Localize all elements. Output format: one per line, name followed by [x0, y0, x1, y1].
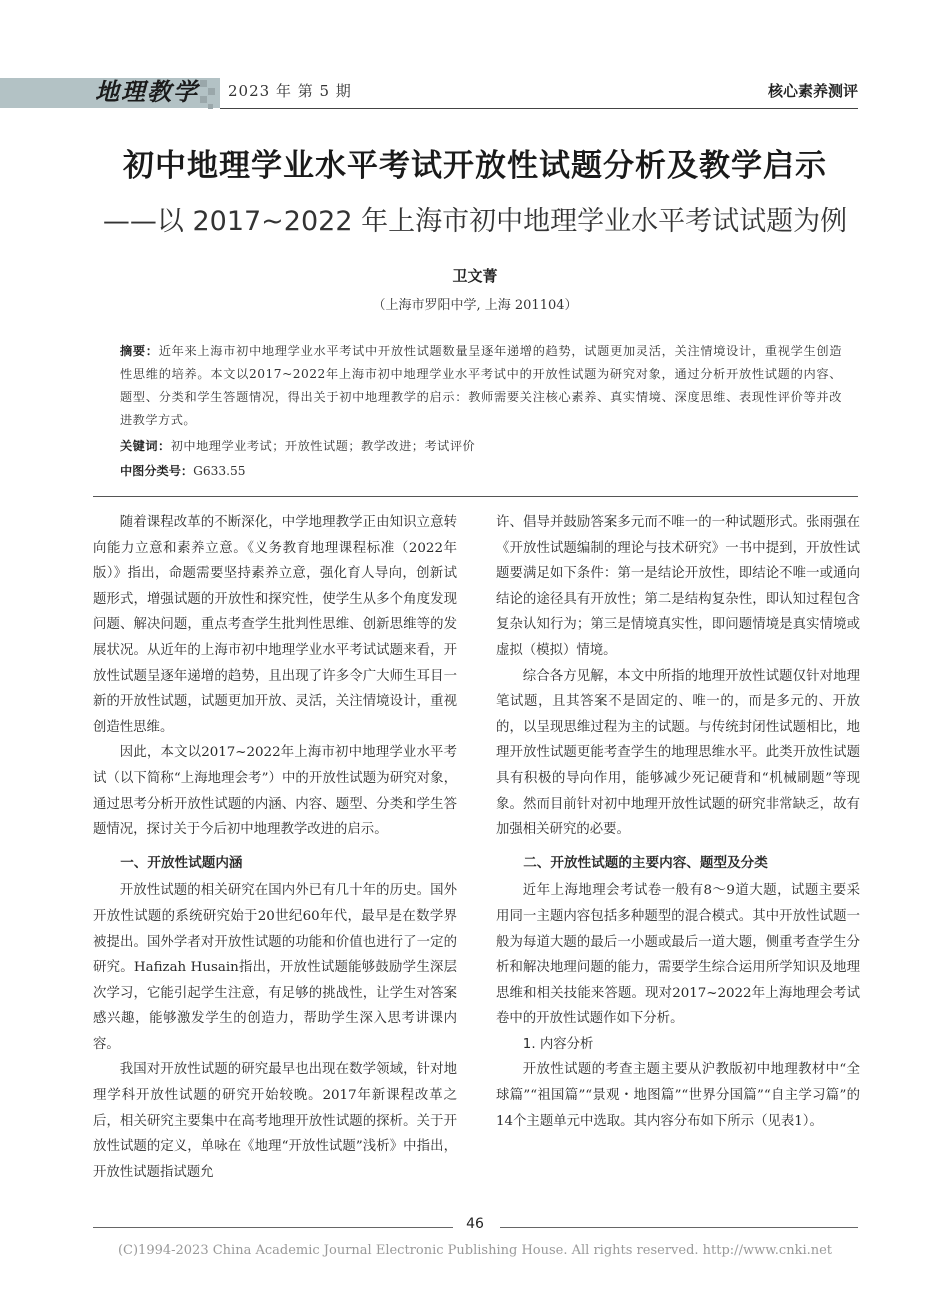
paragraph: 综合各方见解，本文中所指的地理开放性试题仅针对地理笔试题，且其答案不是固定的、唯一的，而是多元的、开放的，以呈现思维过程为主的试题。与传统封闭性试题相比，地理开放性试题更能考查学生的地理思维水平。此类开放性试题具有积极的导向作用，能够减少死记硬背和“机械刷题”等现象。然而目前针对初中地理开放性试题的研究非常缺乏，故有加强相关研究的必要。: [496, 668, 860, 838]
copyright-notice: (C)1994-2023 China Academic Journal Electronic Publishing House. All rights reserved. http://www.cnki.net: [117, 1243, 833, 1258]
footer-rule-right: [500, 1227, 858, 1228]
paragraph: 近年上海地理会考试卷一般有8～9道大题，试题主要采用同一主题内容包括多种题型的混合模式。其中开放性试题一般为每道大题的最后一小题或最后一道大题，侧重考查学生分析和解决地理问题的能力，需要学生综合运用所学知识及地理思维和相关技能来答题。现对2017~2022年上海地理会考试卷中的开放性试题作如下分析。: [496, 883, 860, 1027]
keywords-label: 关键词：: [120, 439, 171, 453]
abstract-separator: [93, 496, 858, 497]
paragraph: 开放性试题的相关研究在国内外已有几十年的历史。国外开放性试题的系统研究始于20世纪60年代，最早是在数学界被提出。国外学者对开放性试题的功能和价值也进行了一定的研究。Hafizah Husain指出，开放性试题能够鼓励学生深层次学习，它能引起学生注意，有足够的挑战性，让学生对答案感兴趣，能够激发学生的创造力，帮助学生深入思考讲课内容。: [93, 883, 457, 1052]
decor-square: [208, 104, 213, 109]
left-column: [93, 510, 457, 1185]
keywords: [120, 437, 475, 454]
journal-logo: 地理教学: [95, 77, 199, 106]
decor-square: [200, 80, 207, 87]
keywords-text: 初中地理学业考试；开放性试题；教学改进；考试评价: [170, 439, 476, 453]
issue-label: 2023 年 第 5 期: [228, 82, 352, 100]
page-number: 46: [466, 1216, 484, 1232]
paragraph: 我国对开放性试题的研究最早也出现在数学领域，针对地理学科开放性试题的研究开始较晚。2017年新课程改革之后，相关研究主要集中在高考地理开放性试题的探析。关于开放性试题的定义，单咏在《地理“开放性试题”浅析》中指出，开放性试题指试题允: [93, 1062, 457, 1180]
article-title: 初中地理学业水平考试开放性试题分析及教学启示: [123, 148, 827, 184]
author: 卫文菁: [452, 267, 498, 285]
article-subtitle: ——以 2017~2022 年上海市初中地理学业水平考试试题为例: [102, 206, 848, 237]
paragraph: 随着课程改革的不断深化，中学地理教学正由知识立意转向能力立意和素养立意。《义务教育地理课程标准（2022年版）》指出，命题需要坚持素养立意，强化育人导向，创新试题形式，增强试题的开放性和探究性，使学生从多个角度发现问题、解决问题，重点考查学生批判性思维、创新思维等的发展状况。从近年的上海市初中地理学业水平考试试题来看，开放性试题呈逐年递增的趋势，且出现了许多令广大师生耳目一新的开放性试题，试题更加开放、灵活，关注情境设计，重视创造性思维。: [93, 515, 457, 735]
abstract-text: 近年来上海市初中地理学业水平考试中开放性试题数量呈逐年递增的趋势，试题更加灵活，关注情境设计，重视学生创造性思维的培养。本文以2017~2022年上海市初中地理学业水平考试中的开放性试题为研究对象，通过分析开放性试题的内容、题型、分类和学生答题情况，得出关于初中地理教学的启示：教师需要关注核心素养、真实情境、深度思维、表现性评价等并改进教学方式。: [120, 344, 843, 427]
decor-square: [200, 96, 207, 103]
paragraph: 许、倡导并鼓励答案多元而不唯一的一种试题形式。张雨强在《开放性试题编制的理论与技术研究》一书中提到，开放性试题要满足如下条件：第一是结论开放性，即结论不唯一或通向结论的途径具有开放性；第二是结构复杂性，即认知过程包含复杂认知行为；第三是情境真实性，即问题情境是真实情境或虚拟（模拟）情境。: [496, 515, 860, 658]
section-heading: 一、开放性试题内涵: [120, 854, 243, 871]
footer-rule-left: [93, 1227, 453, 1228]
decor-square: [208, 88, 215, 95]
column-label: 核心素养测评: [767, 82, 858, 100]
affiliation: （上海市罗阳中学, 上海 201104）: [372, 298, 578, 313]
section-heading: 二、开放性试题的主要内容、题型及分类: [523, 854, 768, 871]
abstract-label: 摘要：: [120, 344, 159, 358]
subsection-heading: 1. 内容分析: [522, 1036, 594, 1052]
clc-text: G633.55: [193, 464, 246, 478]
clc-label: 中图分类号：: [120, 464, 194, 478]
abstract: [120, 340, 842, 432]
header-rule: [220, 108, 858, 109]
paragraph: 因此，本文以2017~2022年上海市初中地理学业水平考试（以下简称“上海地理会考”）中的开放性试题为研究对象，通过思考分析开放性试题的内涵、内容、题型、分类和学生答题情况，探讨关于今后初中地理教学改进的启示。: [93, 745, 457, 838]
right-column: [496, 510, 860, 1134]
paragraph: 开放性试题的考查主题主要从沪教版初中地理教材中“全球篇”“祖国篇”“景观・地图篇”“世界分国篇”“自主学习篇”的14个主题单元中选取。其内容分布如下所示（见表1）。: [496, 1062, 860, 1129]
clc-number: [120, 462, 246, 479]
